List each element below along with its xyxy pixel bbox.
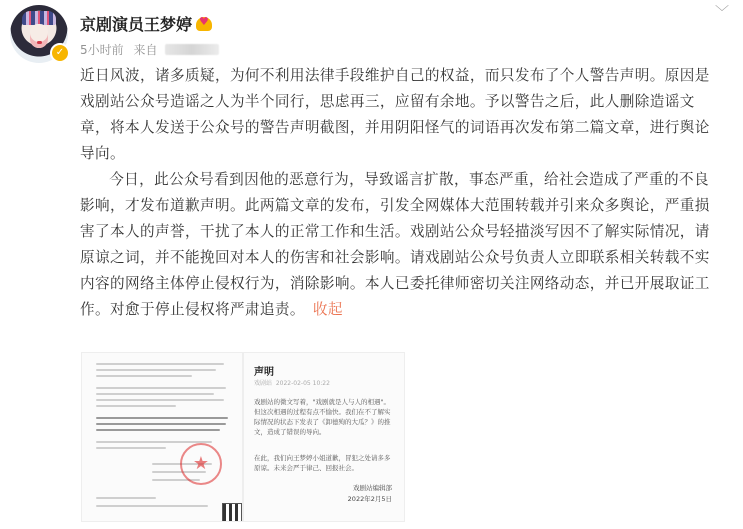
red-seal-icon: ★ [180, 443, 222, 485]
doc-line [96, 447, 166, 449]
doc-line [96, 393, 214, 395]
doc-line [96, 423, 226, 425]
post-body [80, 63, 712, 323]
doc-line [96, 405, 176, 407]
post-time[interactable]: 5小时前 [80, 43, 124, 57]
post-paragraph-2-text: 今日，此公众号看到因他的恶意行为，导致谣言扩散，事态严重，给社会造成了严重的不良影响，才发布道歉声明。此两篇文章的发布，引发全网媒体大范围转载并引来众多舆论，严重损害了本人的声誉，干扰了本人的正常工作和生活。戏剧站公众号轻描淡写因不了解实际情况，请原谅之词，并不能挽回对本人的伤害和社会影响。请戏剧站公众号负责人立即联系相关转载不实内容的网络主体停止侵权行为，消除影响。本人已委托律师密切关注网络动态，并已开展取证工作。对愈于停止侵权将严肃追责。 [80, 171, 710, 318]
statement-byline: 戏剧站 2022-02-05 10:22 [254, 380, 330, 387]
post-image-apology-statement[interactable] [243, 352, 405, 522]
post-paragraph-2 [80, 167, 712, 323]
statement-date: 2022年2月5日 [347, 495, 392, 503]
doc-line [96, 369, 216, 371]
post-source-prefix: 来自 [133, 43, 158, 57]
doc-line [96, 375, 192, 377]
doc-line [96, 363, 224, 365]
blurred-source [165, 44, 219, 55]
avatar-face [30, 24, 48, 48]
vip-heart-icon [196, 17, 212, 31]
doc-line [96, 417, 228, 419]
statement-apology: 在此，我们向王梦婷小姐道歉，冒犯之处请多多原谅。未来会严于律己、回报社会。 [254, 454, 391, 472]
doc-line [96, 429, 220, 431]
doc-line [96, 505, 208, 507]
qr-code-icon [222, 503, 242, 522]
author-name[interactable] [80, 12, 212, 35]
avatar-mouth [37, 41, 42, 44]
statement-signature: 戏剧站编辑部 [353, 484, 392, 492]
post-meta [80, 41, 219, 58]
post-image-legal-notice[interactable] [81, 352, 243, 522]
statement-body: 戏剧站的微文写着，"戏剧就是人与人的相遇"。但这次相遇的过程有点不愉快。我们在不了解实际情况的状态下发表了《卸德殉的大瓜？》的推文，造成了错误的导向。 [254, 398, 391, 436]
statement-title: 声明 [254, 367, 274, 378]
collapse-link[interactable]: 收起 [312, 301, 343, 318]
doc-line [96, 387, 226, 389]
chevron-down-icon[interactable]: ﹀ [715, 5, 729, 21]
verified-badge-icon: ✓ [50, 43, 70, 63]
doc-line [96, 497, 156, 499]
doc-line [96, 399, 224, 401]
author-name-text: 京剧演员王梦婷 [80, 15, 193, 34]
doc-line [96, 441, 212, 443]
post-paragraph-1: 近日风波，诸多质疑，为何不利用法律手段维护自己的权益，而只发布了个人警告声明。原因是戏剧站公众号造谣之人为半个同行，思虑再三，应留有余地。予以警告之后，此人删除造谣文章，将本人发送于公众号的警告声明截图，并用阴阳怪气的词语再次发布第二篇文章，进行舆论导向。 [80, 67, 710, 162]
avatar-headdress [22, 11, 56, 25]
